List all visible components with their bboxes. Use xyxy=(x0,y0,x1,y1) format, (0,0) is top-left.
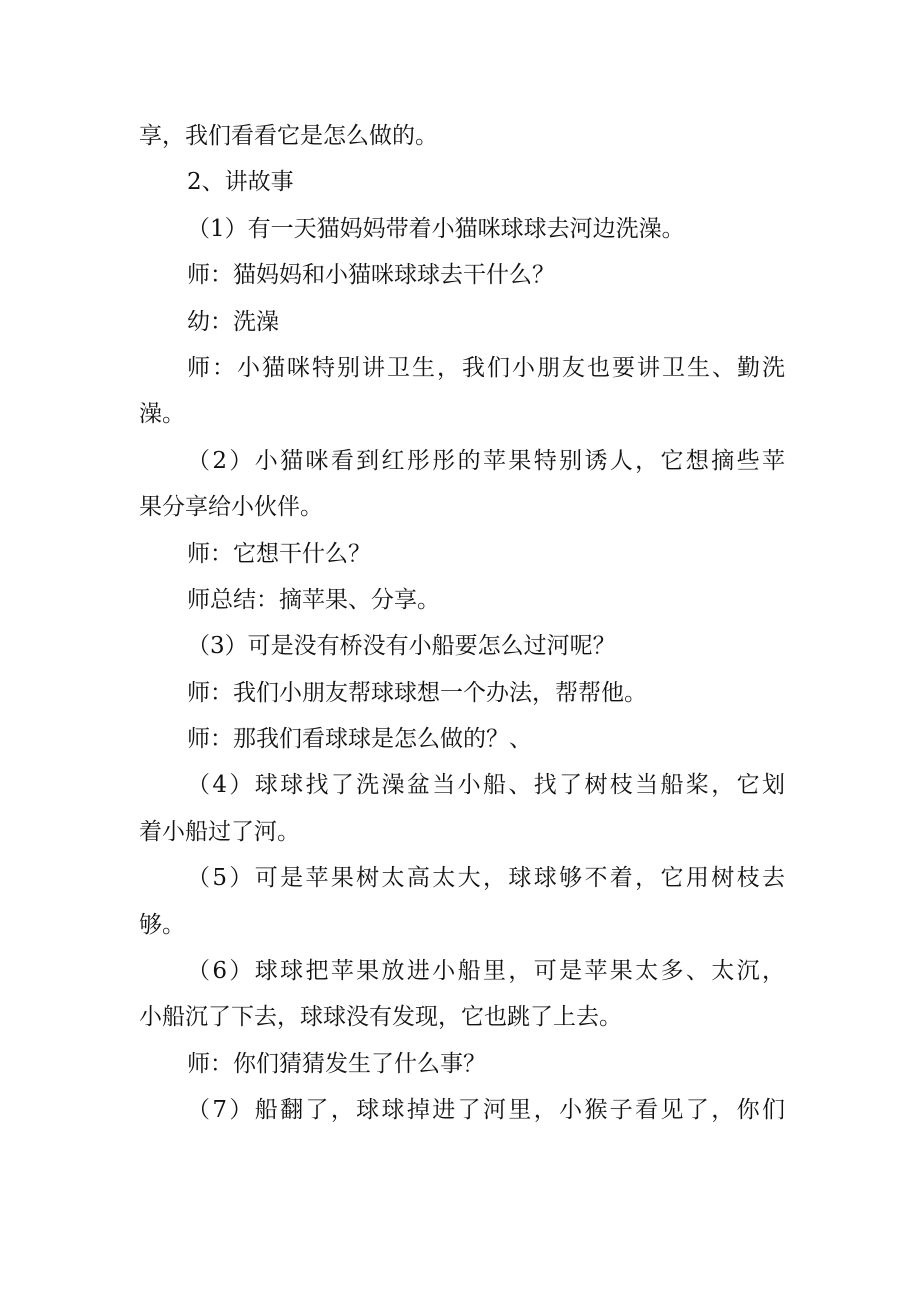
section-heading: 2、讲故事 xyxy=(187,169,294,196)
story-step: （1）有一天猫妈妈带着小猫咪球球去河边洗澡。 xyxy=(187,215,685,242)
text-line: 享，我们看看它是怎么做的。 xyxy=(139,123,438,149)
text-line: 着小船过了河。 xyxy=(139,818,300,845)
teacher-summary: 师总结：摘苹果、分享。 xyxy=(187,586,440,613)
story-step: （6）球球把苹果放进小船里，可是苹果太多、太沉， xyxy=(187,958,785,985)
story-step: （3）可是没有桥没有小船要怎么过河呢？ xyxy=(187,633,616,660)
teacher-line: 师：我们小朋友帮球球想一个办法，帮帮他。 xyxy=(187,679,647,706)
text-line: 澡。 xyxy=(139,401,185,428)
teacher-line: 师：它想干什么？ xyxy=(187,540,371,567)
teacher-line: 师：小猫咪特别讲卫生，我们小朋友也要讲卫生、勤洗 xyxy=(187,354,785,381)
story-step: （5）可是苹果树太高太大，球球够不着，它用树枝去 xyxy=(187,865,785,892)
text-line: 果分享给小伙伴。 xyxy=(139,494,323,521)
teacher-line: 师：猫妈妈和小猫咪球球去干什么？ xyxy=(187,262,555,289)
text-line: 够。 xyxy=(139,911,185,938)
story-step: （4）球球找了洗澡盆当小船、找了树枝当船桨，它划 xyxy=(187,772,785,799)
teacher-line: 师：你们猜猜发生了什么事？ xyxy=(187,1050,486,1077)
story-step: （7）船翻了，球球掉进了河里，小猴子看见了，你们 xyxy=(187,1097,785,1124)
story-text xyxy=(139,113,785,1134)
child-line: 幼：洗澡 xyxy=(187,308,279,335)
story-step: （2）小猫咪看到红彤彤的苹果特别诱人，它想摘些苹 xyxy=(187,447,785,474)
teacher-line: 师：那我们看球球是怎么做的？、 xyxy=(187,726,532,753)
text-line: 小船沉了下去，球球没有发现，它也跳了上去。 xyxy=(139,1004,622,1031)
